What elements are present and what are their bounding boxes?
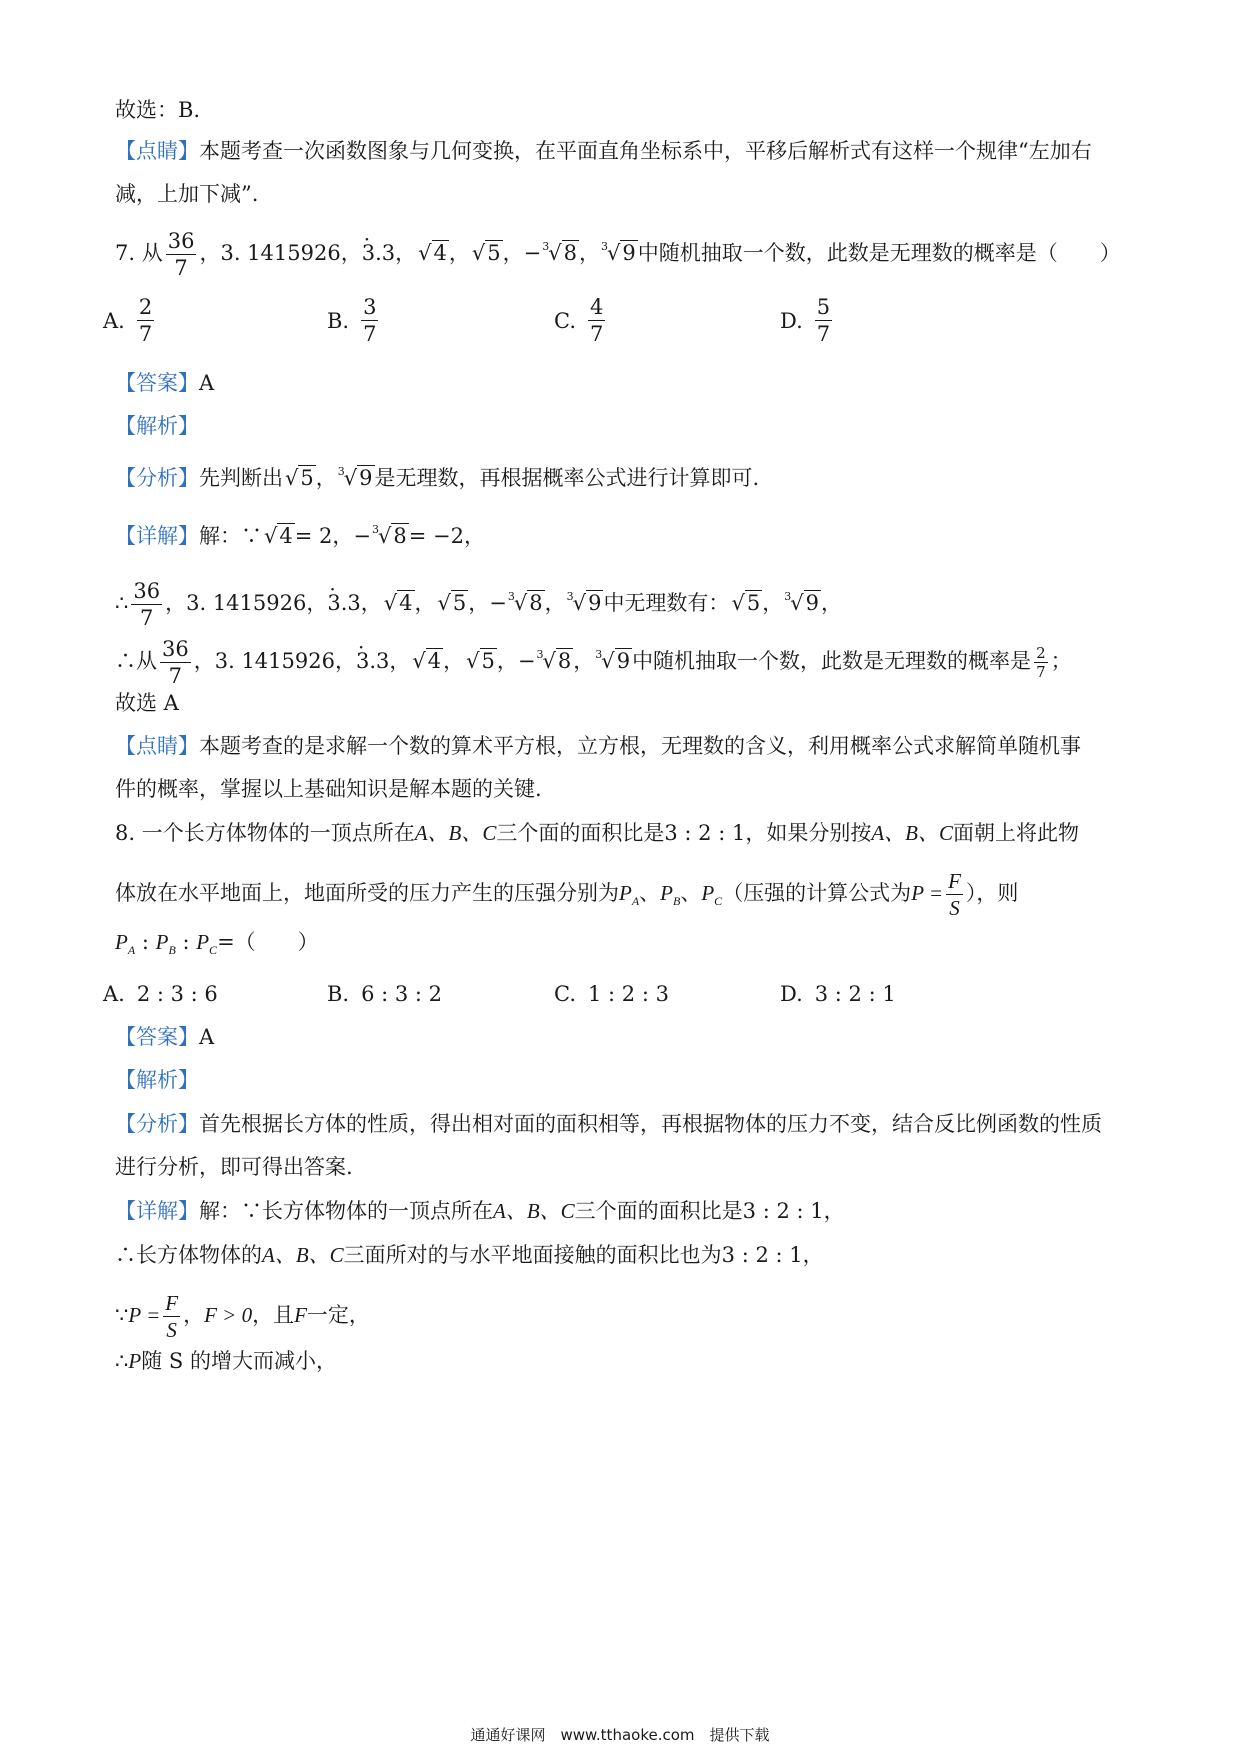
q8-xiangjie-4: ∴P随 S 的增大而减小， bbox=[115, 1349, 337, 1373]
q8-fenxi-1: 【分析】首先根据长方体的性质，得出相对面的面积相等，再根据物体的压力不变，结合反比例函数的性质 bbox=[115, 1112, 1102, 1136]
q7-option-c: C. $\frac{4}{7}$ bbox=[554, 295, 604, 346]
q7-stem: 7. 从 $\frac{36}{7}$ ，3. 1415926，3.3 ·，√4，√5，− 3 √8， 3 √9中随机抽取一个数，此数是无理数的概率是（ ） bbox=[115, 228, 1130, 281]
q7-fenxi: 【分析】先判断出√5， 3 √9是无理数，再根据概率公式进行计算即可. bbox=[115, 463, 1130, 493]
q7-option-d: D. $\frac{5}{7}$ bbox=[780, 295, 831, 346]
q8-option-b: B. 6 : 3 : 2 bbox=[327, 982, 443, 1006]
q7-jiexi: 【解析】 bbox=[115, 414, 199, 438]
q7-irrational-line: ∴ $\frac{36}{7}$ ，3. 1415926，3.3 ·，√4，√5，− 3 √8， 3 √9中无理数有：√5， 3 √9， bbox=[115, 578, 1130, 631]
q8-stem-line-2: 体放在水平地面上，地面所受的压力产生的压强分别为$P_A$、$P_B$、$P_C$（压强的计算公式为P = $\frac{F}{S}$ ），则 bbox=[115, 869, 1019, 920]
q8-option-a: A. 2 : 3 : 6 bbox=[103, 982, 218, 1006]
repeating-decimal: 3.3 · bbox=[362, 238, 395, 268]
q7-xiangjie: 【详解】解：∵√4= 2，− 3 √8= −2， bbox=[115, 521, 1130, 551]
q7-answer: 【答案】A bbox=[115, 371, 215, 395]
dianjing-line-1 bbox=[115, 136, 1130, 166]
q8-stem-line-1: 8. 一个长方体物体的一顶点所在A、B、C三个面的面积比是3 : 2 : 1，如果分别按A、B、C面朝上将此物 bbox=[115, 821, 1079, 845]
pi-approx: 3. 1415926 bbox=[220, 241, 341, 265]
q7-dianjing-1: 【点睛】本题考查的是求解一个数的算术平方根，立方根，无理数的含义，利用概率公式求解简单随机事 bbox=[115, 734, 1081, 758]
q8-option-c: C. 1 : 2 : 3 bbox=[554, 982, 669, 1006]
q8-fenxi-2: 进行分析，即可得出答案. bbox=[115, 1155, 353, 1179]
sqrt-5: √5 bbox=[285, 466, 314, 490]
neg-cbrt-8: 3 √8 bbox=[372, 523, 407, 548]
conclusion-line: 故选：B. bbox=[115, 98, 201, 122]
q8-answer: 【答案】A bbox=[115, 1025, 215, 1049]
q8-xiangjie-2: ∴长方体物体的A、B、C三面所对的与水平地面接触的面积比也为3 : 2 : 1， bbox=[115, 1243, 824, 1267]
q7-probability-line: ∴从 $\frac{36}{7}$ ，3. 1415926，3.3 ·，√4，√5，− 3 √8， 3 √9中随机抽取一个数，此数是无理数的概率是 $\frac{2}{7}$ ； bbox=[115, 636, 1130, 689]
neg-cbrt-8: 3 √8 bbox=[542, 240, 578, 265]
q8-stem-line-3: $P_A$ : $P_B$ : $P_C=$（ ） bbox=[115, 930, 319, 958]
q8-xiangjie-3: ∵P = $\frac{F}{S}$ ，F > 0，且F一定， bbox=[115, 1291, 370, 1342]
q7-number: 7. 从 bbox=[115, 241, 163, 265]
q8-option-d: D. 3 : 2 : 1 bbox=[780, 982, 896, 1006]
q8-jiexi: 【解析】 bbox=[115, 1068, 199, 1092]
dianjing-text: 本题考查一次函数图象与几何变换，在平面直角坐标系中，平移后解析式有这样一个规律“左加右 bbox=[199, 139, 1092, 163]
fraction-36-7: $\frac{36}{7}$ bbox=[167, 229, 195, 280]
cbrt-9: 3 √9 bbox=[601, 240, 636, 265]
sqrt-4: √4 bbox=[418, 241, 447, 265]
q7-option-a: A. $\frac{2}{7}$ bbox=[103, 295, 153, 346]
sqrt-5: √5 bbox=[471, 241, 501, 265]
q7-conclusion: 故选 A bbox=[115, 691, 179, 715]
q7-stem-tail: 中随机抽取一个数，此数是无理数的概率是（ ） bbox=[637, 241, 1121, 265]
sqrt-4: √4 bbox=[264, 524, 293, 548]
dianjing-tag: 【点睛】 bbox=[115, 139, 199, 163]
cbrt-9: 3 √9 bbox=[337, 465, 373, 490]
q7-dianjing-2: 件的概率，掌握以上基础知识是解本题的关键. bbox=[115, 777, 542, 801]
q7-option-b: B. $\frac{3}{7}$ bbox=[327, 295, 377, 346]
page-footer: 通通好课网 www.tthaoke.com 提供下载 bbox=[470, 1726, 770, 1744]
dianjing-line-2: 减，上加下减”. bbox=[115, 182, 259, 206]
q8-xiangjie-1: 【详解】解：∵长方体物体的一顶点所在A、B、C三个面的面积比是3 : 2 : 1， bbox=[115, 1199, 845, 1223]
